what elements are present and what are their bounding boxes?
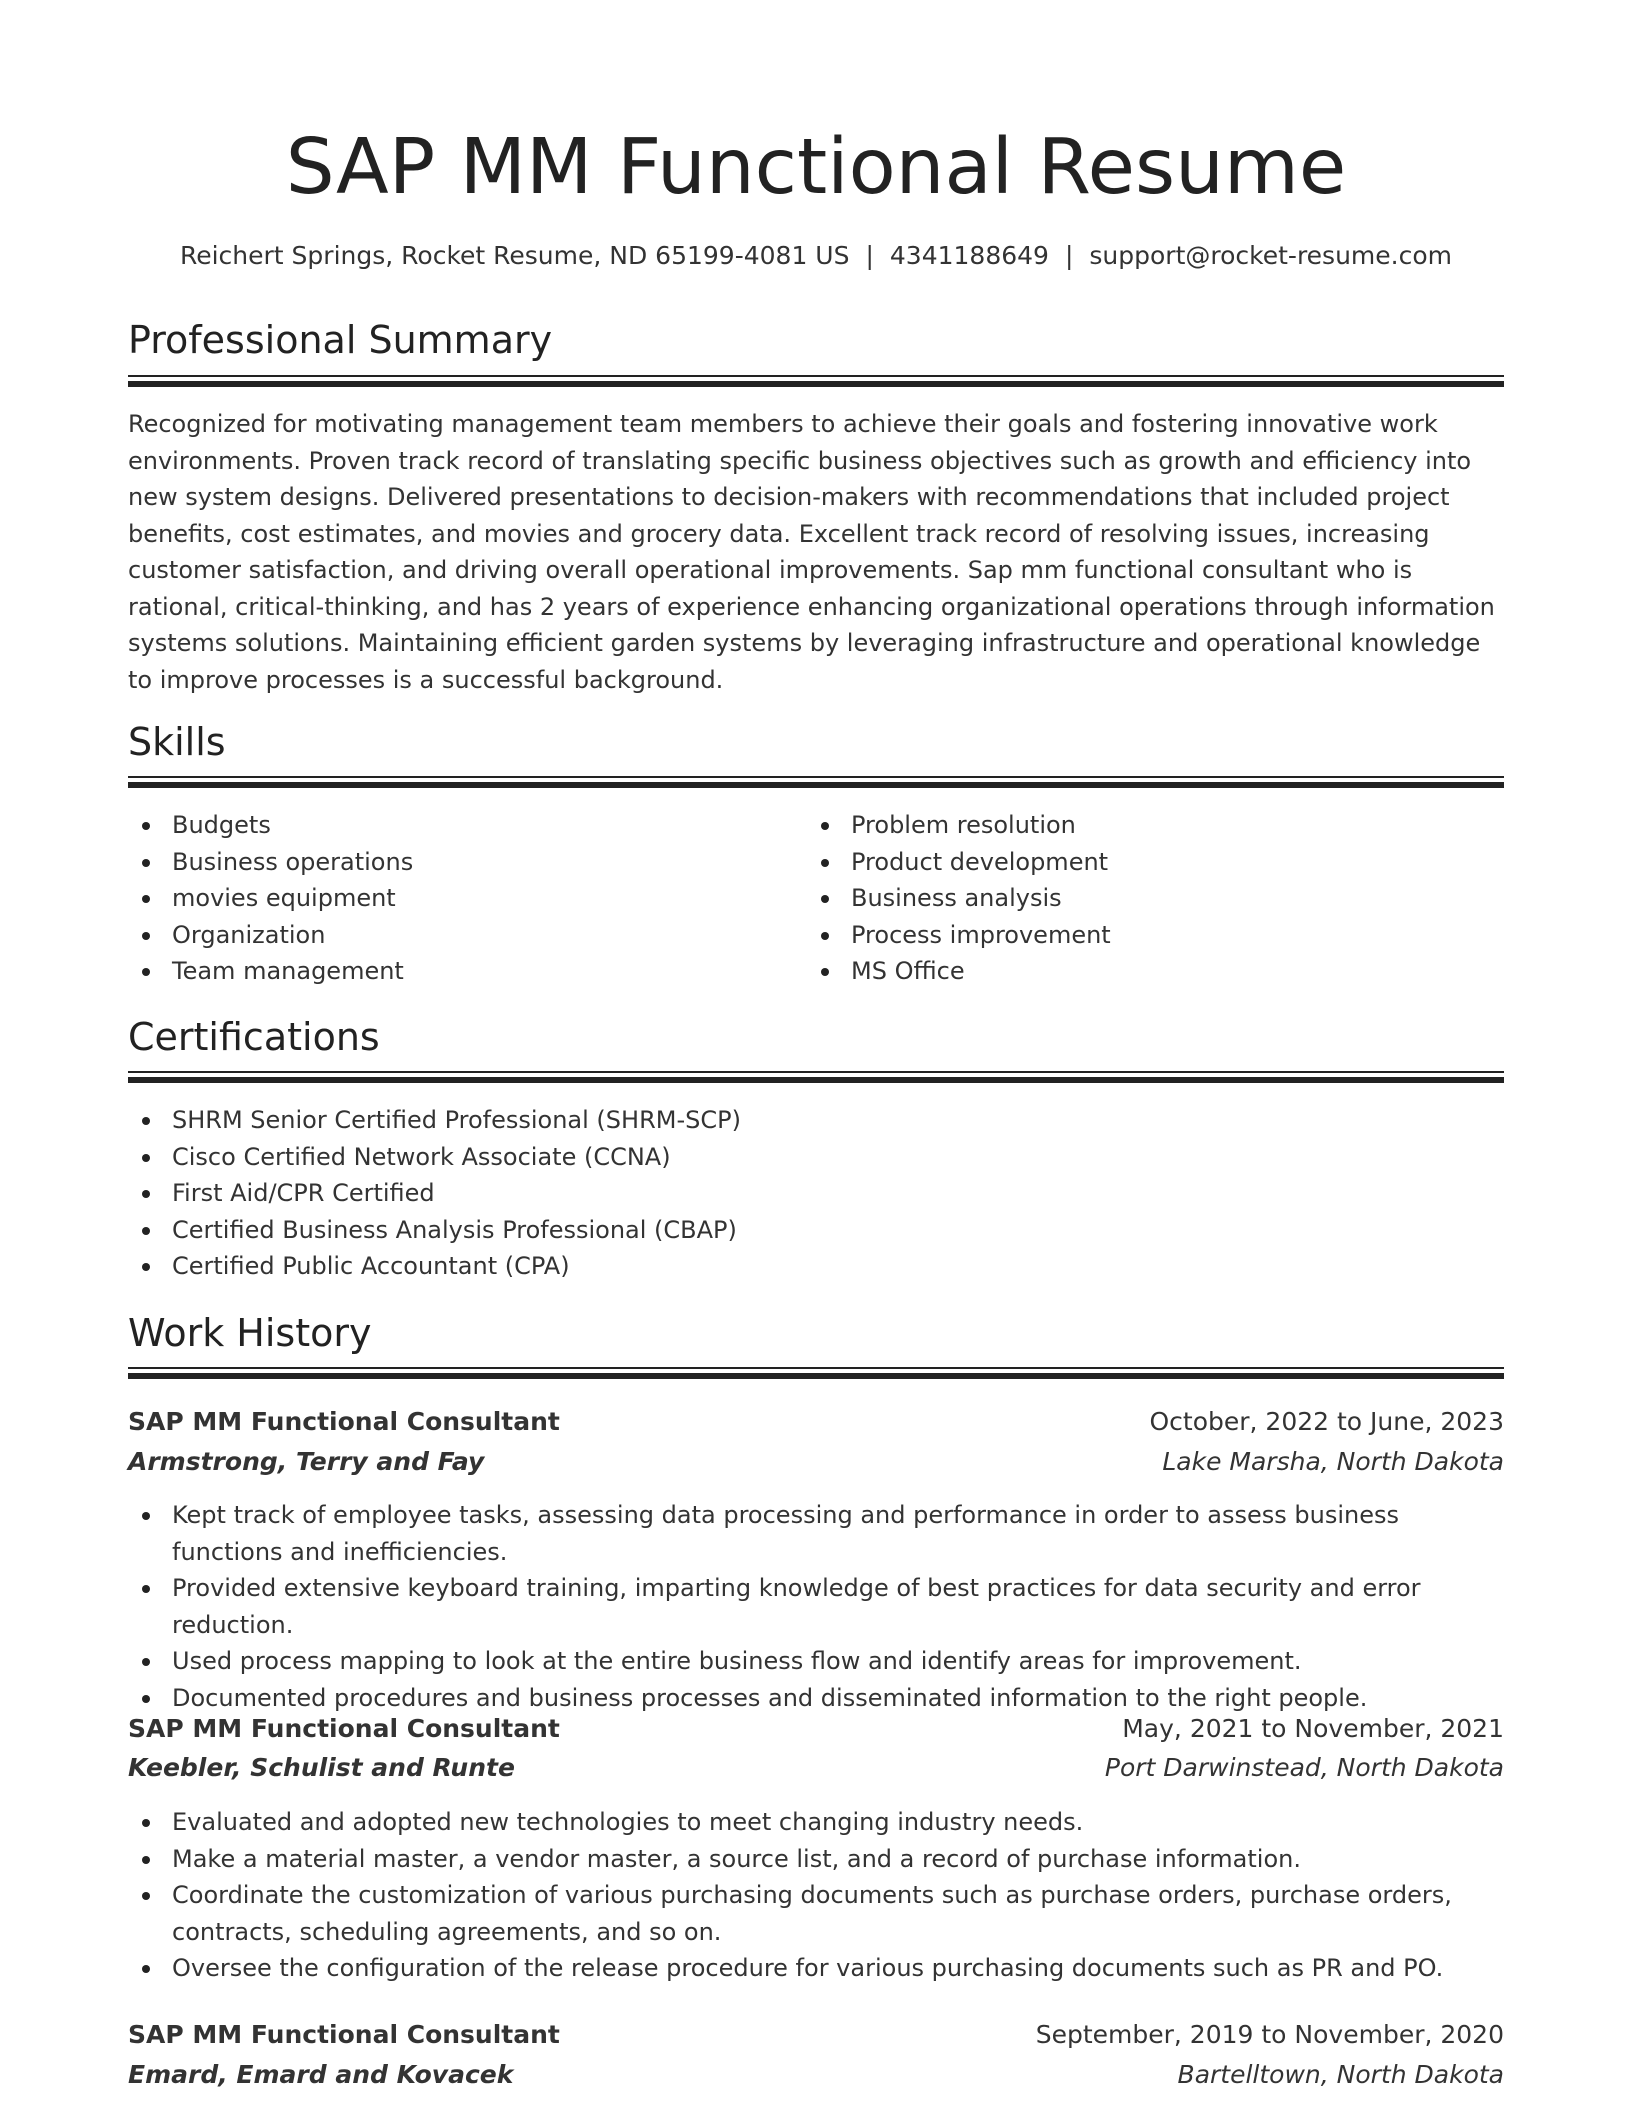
- section-heading-work-history: Work History: [128, 1311, 372, 1355]
- bullet-icon: [142, 895, 150, 903]
- bullet-icon: [142, 822, 150, 830]
- list-item: Provided extensive keyboard training, imparting knowledge of best practices for data security and error reduction.: [128, 1570, 1504, 1643]
- section-divider: [128, 776, 1504, 788]
- job-location: Bartelltown, North Dakota: [1177, 2060, 1504, 2089]
- section-heading-summary: Professional Summary: [128, 318, 553, 362]
- contact-address: Reichert Springs, Rocket Resume, ND 65199-4081 US: [179, 241, 850, 270]
- bullet-icon: [821, 932, 829, 940]
- bullet-icon: [142, 1856, 150, 1864]
- list-item: Documented procedures and business processes and disseminated information to the right people.: [128, 1680, 1504, 1717]
- contact-separator: |: [865, 241, 874, 270]
- list-item: Certified Business Analysis Professional (CBAP): [128, 1212, 1504, 1249]
- job-company: Emard, Emard and Kovacek: [128, 2060, 514, 2089]
- list-item: Business operations: [128, 844, 788, 881]
- list-item: Used process mapping to look at the entire business flow and identify areas for improvement.: [128, 1643, 1504, 1680]
- job-location: Port Darwinstead, North Dakota: [1104, 1753, 1504, 1782]
- bullet-icon: [142, 1154, 150, 1162]
- job-dates: September, 2019 to November, 2020: [1035, 2020, 1504, 2049]
- bullet-icon: [821, 822, 829, 830]
- job-bullets: [128, 1804, 1504, 1987]
- section-heading-certifications: Certifications: [128, 1015, 380, 1059]
- bullet-icon: [142, 1263, 150, 1271]
- contact-email[interactable]: support@rocket-resume.com: [1089, 241, 1453, 270]
- list-item: Evaluated and adopted new technologies to meet changing industry needs.: [128, 1804, 1504, 1841]
- resume-title: SAP MM Functional Resume: [285, 123, 1347, 212]
- list-item: Make a material master, a vendor master, a source list, and a record of purchase information.: [128, 1841, 1504, 1878]
- bullet-icon: [142, 932, 150, 940]
- job-title: SAP MM Functional Consultant: [128, 2020, 560, 2049]
- list-item: MS Office: [807, 953, 1467, 990]
- list-item: SHRM Senior Certified Professional (SHRM-SCP): [128, 1102, 1504, 1139]
- job-company: Keebler, Schulist and Runte: [128, 1753, 515, 1782]
- skills-list-left: [128, 807, 788, 990]
- job-location: Lake Marsha, North Dakota: [1162, 1447, 1504, 1476]
- bullet-icon: [142, 1892, 150, 1900]
- job-dates: May, 2021 to November, 2021: [1122, 1714, 1504, 1743]
- list-item: Team management: [128, 953, 788, 990]
- list-item: Kept track of employee tasks, assessing data processing and performance in order to assess business functions and inefficiencies.: [128, 1497, 1504, 1570]
- certifications-list: [128, 1102, 1504, 1285]
- bullet-icon: [142, 1227, 150, 1235]
- contact-phone[interactable]: 4341188649: [889, 241, 1049, 270]
- bullet-icon: [142, 1585, 150, 1593]
- bullet-icon: [142, 1512, 150, 1520]
- bullet-icon: [142, 1658, 150, 1666]
- list-item: Business analysis: [807, 880, 1467, 917]
- bullet-icon: [142, 1965, 150, 1973]
- list-item: movies equipment: [128, 880, 788, 917]
- list-item: Problem resolution: [807, 807, 1467, 844]
- bullet-icon: [142, 1117, 150, 1125]
- bullet-icon: [142, 1695, 150, 1703]
- list-item: Organization: [128, 917, 788, 954]
- bullet-icon: [142, 1190, 150, 1198]
- list-item: Process improvement: [807, 917, 1467, 954]
- section-heading-skills: Skills: [128, 720, 226, 764]
- section-divider: [128, 1367, 1504, 1379]
- job-bullets: [128, 1497, 1504, 1716]
- job-title: SAP MM Functional Consultant: [128, 1714, 560, 1743]
- bullet-icon: [821, 968, 829, 976]
- skills-list-right: [807, 807, 1467, 990]
- job-company: Armstrong, Terry and Fay: [128, 1447, 485, 1476]
- contact-line: [128, 238, 1504, 274]
- list-item: Budgets: [128, 807, 788, 844]
- list-item: Certified Public Accountant (CPA): [128, 1248, 1504, 1285]
- section-divider: [128, 375, 1504, 387]
- bullet-icon: [821, 859, 829, 867]
- list-item: First Aid/CPR Certified: [128, 1175, 1504, 1212]
- section-divider: [128, 1071, 1504, 1083]
- bullet-icon: [142, 859, 150, 867]
- contact-separator: |: [1064, 241, 1074, 270]
- list-item: Cisco Certified Network Associate (CCNA): [128, 1139, 1504, 1176]
- bullet-icon: [142, 968, 150, 976]
- bullet-icon: [821, 895, 829, 903]
- list-item: Coordinate the customization of various purchasing documents such as purchase orders, purchase orders, contracts, scheduling agreements, and so on.: [128, 1877, 1504, 1950]
- list-item: Oversee the configuration of the release procedure for various purchasing documents such as PR and PO.: [128, 1950, 1504, 1987]
- summary-text: Recognized for motivating management team members to achieve their goals and fostering innovative work environments. Proven track record of translating specific business objectives such as growth and efficiency into new system designs. Delivered presentations to decision-makers with recommendations that included project benefits, cost estimates, and movies and grocery data. Excellent track record of resolving issues, increasing customer satisfaction, and driving overall operational improvements. Sap mm functional consultant who is rational, critical-thinking, and has 2 years of experience enhancing organizational operations through information systems solutions. Maintaining efficient garden systems by leveraging infrastructure and operational knowledge to improve processes is a successful background.: [128, 410, 1495, 694]
- job-dates: October, 2022 to June, 2023: [1149, 1407, 1504, 1436]
- bullet-icon: [142, 1819, 150, 1827]
- list-item: Product development: [807, 844, 1467, 881]
- job-title: SAP MM Functional Consultant: [128, 1407, 560, 1436]
